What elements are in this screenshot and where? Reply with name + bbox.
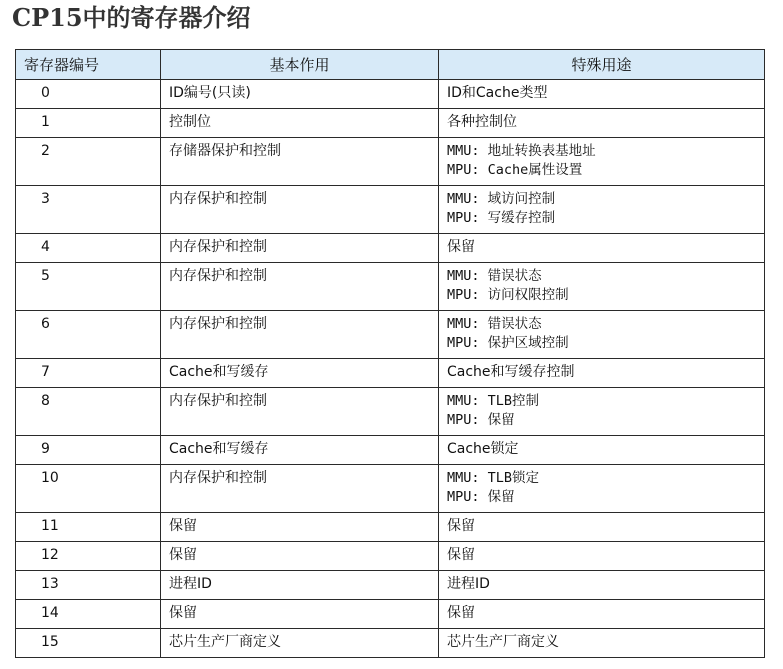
special-use-line: MMU: 域访问控制 xyxy=(447,191,556,207)
register-number-cell: 5 xyxy=(16,263,161,311)
special-use-line: MPU: 访问权限控制 xyxy=(447,287,569,303)
table-row xyxy=(16,109,765,138)
header-register-number: 寄存器编号 xyxy=(16,50,161,80)
table-row xyxy=(16,359,765,388)
special-use-cell xyxy=(439,109,765,138)
table-row xyxy=(16,571,765,600)
special-use-line: 保留 xyxy=(447,518,475,534)
basic-function-cell: 内存保护和控制 xyxy=(161,388,439,436)
table-row xyxy=(16,138,765,186)
basic-function-cell: 内存保护和控制 xyxy=(161,186,439,234)
basic-function-cell: 进程ID xyxy=(161,571,439,600)
special-use-cell xyxy=(439,138,765,186)
register-table xyxy=(15,49,764,658)
register-number-cell: 0 xyxy=(16,80,161,109)
register-number-cell: 15 xyxy=(16,629,161,658)
basic-function-cell: Cache和写缓存 xyxy=(161,359,439,388)
special-use-cell xyxy=(439,186,765,234)
table-row xyxy=(16,513,765,542)
special-use-line: ID和Cache类型 xyxy=(447,85,548,101)
table-row xyxy=(16,234,765,263)
table-row xyxy=(16,186,765,234)
special-use-cell xyxy=(439,388,765,436)
special-use-cell xyxy=(439,263,765,311)
special-use-cell xyxy=(439,600,765,629)
basic-function-cell: 内存保护和控制 xyxy=(161,465,439,513)
register-number-cell: 9 xyxy=(16,436,161,465)
basic-function-cell: 存储器保护和控制 xyxy=(161,138,439,186)
basic-function-cell: 芯片生产厂商定义 xyxy=(161,629,439,658)
basic-function-cell: ID编号(只读) xyxy=(161,80,439,109)
special-use-line: 进程ID xyxy=(447,576,490,592)
table-header-row xyxy=(16,50,765,80)
special-use-cell xyxy=(439,359,765,388)
register-number-cell: 2 xyxy=(16,138,161,186)
header-basic-function: 基本作用 xyxy=(161,50,439,80)
basic-function-cell: 保留 xyxy=(161,542,439,571)
special-use-cell xyxy=(439,80,765,109)
basic-function-cell: 保留 xyxy=(161,600,439,629)
table-row xyxy=(16,465,765,513)
header-special-use: 特殊用途 xyxy=(439,50,765,80)
page-title: CP15中的寄存器介绍 xyxy=(12,3,251,32)
special-use-cell xyxy=(439,234,765,263)
basic-function-cell: 控制位 xyxy=(161,109,439,138)
special-use-line: MMU: 地址转换表基地址 xyxy=(447,143,596,159)
special-use-line: MPU: Cache属性设置 xyxy=(447,162,583,178)
basic-function-cell: 内存保护和控制 xyxy=(161,263,439,311)
table-row xyxy=(16,600,765,629)
table-row xyxy=(16,542,765,571)
special-use-cell xyxy=(439,465,765,513)
special-use-line: Cache和写缓存控制 xyxy=(447,364,575,380)
register-number-cell: 10 xyxy=(16,465,161,513)
special-use-cell xyxy=(439,629,765,658)
special-use-cell xyxy=(439,542,765,571)
special-use-line: MPU: 保护区域控制 xyxy=(447,335,569,351)
table-row xyxy=(16,388,765,436)
special-use-line: 保留 xyxy=(447,605,475,621)
table-row xyxy=(16,311,765,359)
special-use-line: MMU: 错误状态 xyxy=(447,268,542,284)
special-use-line: MMU: 错误状态 xyxy=(447,316,542,332)
special-use-cell xyxy=(439,436,765,465)
special-use-cell xyxy=(439,571,765,600)
basic-function-cell: Cache和写缓存 xyxy=(161,436,439,465)
special-use-line: MPU: 保留 xyxy=(447,412,515,428)
special-use-cell xyxy=(439,311,765,359)
table-row xyxy=(16,629,765,658)
special-use-line: 各种控制位 xyxy=(447,114,517,130)
table-row xyxy=(16,263,765,311)
special-use-cell xyxy=(439,513,765,542)
special-use-line: MPU: 保留 xyxy=(447,489,515,505)
register-number-cell: 11 xyxy=(16,513,161,542)
register-number-cell: 12 xyxy=(16,542,161,571)
register-number-cell: 8 xyxy=(16,388,161,436)
table-row xyxy=(16,80,765,109)
register-number-cell: 1 xyxy=(16,109,161,138)
special-use-line: MPU: 写缓存控制 xyxy=(447,210,556,226)
register-number-cell: 4 xyxy=(16,234,161,263)
special-use-line: MMU: TLB控制 xyxy=(447,393,540,409)
register-number-cell: 7 xyxy=(16,359,161,388)
register-number-cell: 6 xyxy=(16,311,161,359)
special-use-line: MMU: TLB锁定 xyxy=(447,470,540,486)
basic-function-cell: 内存保护和控制 xyxy=(161,234,439,263)
basic-function-cell: 内存保护和控制 xyxy=(161,311,439,359)
register-number-cell: 3 xyxy=(16,186,161,234)
special-use-line: Cache锁定 xyxy=(447,441,519,457)
special-use-line: 芯片生产厂商定义 xyxy=(447,634,559,650)
basic-function-cell: 保留 xyxy=(161,513,439,542)
table-row xyxy=(16,436,765,465)
special-use-line: 保留 xyxy=(447,547,475,563)
special-use-line: 保留 xyxy=(447,239,475,255)
register-number-cell: 14 xyxy=(16,600,161,629)
register-number-cell: 13 xyxy=(16,571,161,600)
